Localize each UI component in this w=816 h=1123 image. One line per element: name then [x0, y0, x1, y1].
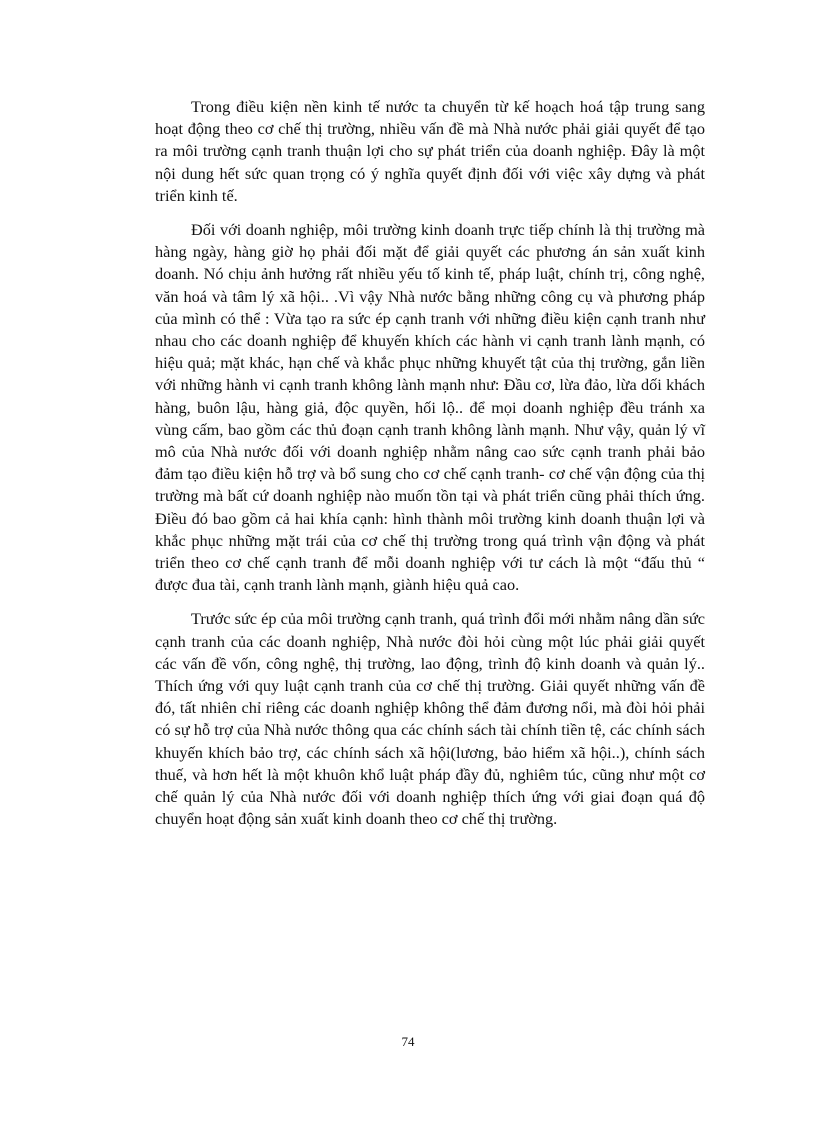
paragraph-2: Đối với doanh nghiệp, môi trường kinh doanh trực tiếp chính là thị trường mà hàng ngày, hàng giờ họ phải đối mặt để giải quyết các phương án sản xuất kinh doanh. Nó chịu ảnh hưởng rất nhiều yếu tố kinh tế, pháp luật, chính trị, công nghệ, văn hoá và tâm lý xã hội.. .Vì vậy Nhà nước bằng những công cụ và phương pháp của mình có thể : Vừa tạo ra sức ép cạnh tranh với những điều kiện cạnh tranh như nhau cho các doanh nghiệp để khuyến khích các hành vi cạnh tranh lành mạnh, có hiệu quả; mặt khác, hạn chế và khắc phục những khuyết tật của thị trường, gắn liền với những hành vi cạnh tranh không lành mạnh như: Đầu cơ, lừa đảo, lừa dối khách hàng, buôn lậu, hàng giả, độc quyền, hối lộ.. để mọi doanh nghiệp đều tránh xa vùng cấm, bao gồm các thủ đoạn cạnh tranh không lành mạnh. Như vậy, quản lý vĩ mô của Nhà nước đối với doanh nghiệp nhằm nâng cao sức cạnh tranh phải bảo đảm tạo điều kiện hỗ trợ và bổ sung cho cơ chế cạnh tranh- cơ chế vận động của thị trường mà bất cứ doanh nghiệp nào muốn tồn tại và phát triển cũng phải thích ứng. Điều đó bao gồm cả hai khía cạnh: hình thành môi trường kinh doanh thuận lợi và khắc phục những mặt trái của cơ chế thị trường trong quá trình vận động và phát triển theo cơ chế cạnh tranh để mỗi doanh nghiệp với tư cách là một “đấu thủ “ được đua tài, cạnh tranh lành mạnh, giành hiệu quả cao.: [155, 220, 705, 595]
document-body: [155, 96, 705, 843]
page-number: 74: [401, 1034, 415, 1049]
paragraph-3: Trước sức ép của môi trường cạnh tranh, quá trình đổi mới nhằm nâng dần sức cạnh tranh của các doanh nghiệp, Nhà nước đòi hỏi cùng một lúc phải giải quyết các vấn đề vốn, công nghệ, thị trường, lao động, trình độ kinh doanh và quản lý.. Thích ứng với quy luật cạnh tranh của cơ chế thị trường. Giải quyết những vấn đề đó, tất nhiên chỉ riêng các doanh nghiệp không thể đảm đương nổi, mà đòi hỏi phải có sự hỗ trợ của Nhà nước thông qua các chính sách tài chính tiền tệ, các chính sách khuyến khích bảo trợ, các chính sách xã hội(lương, bảo hiểm xã hội..), chính sách thuế, và hơn hết là một khuôn khổ luật pháp đầy đủ, nghiêm túc, cũng như một cơ chế quản lý của Nhà nước đối với doanh nghiệp thích ứng với giai đoạn quá độ chuyển hoạt động sản xuất kinh doanh theo cơ chế thị trường.: [155, 609, 705, 829]
paragraph-1: Trong điều kiện nền kinh tế nước ta chuyển từ kế hoạch hoá tập trung sang hoạt động theo cơ chế thị trường, nhiều vấn đề mà Nhà nước phải giải quyết để tạo ra môi trường cạnh tranh thuận lợi cho sự phát triển của doanh nghiệp. Đây là một nội dung hết sức quan trọng có ý nghĩa quyết định đối với việc xây dựng và phát triển kinh tế.: [155, 97, 705, 205]
